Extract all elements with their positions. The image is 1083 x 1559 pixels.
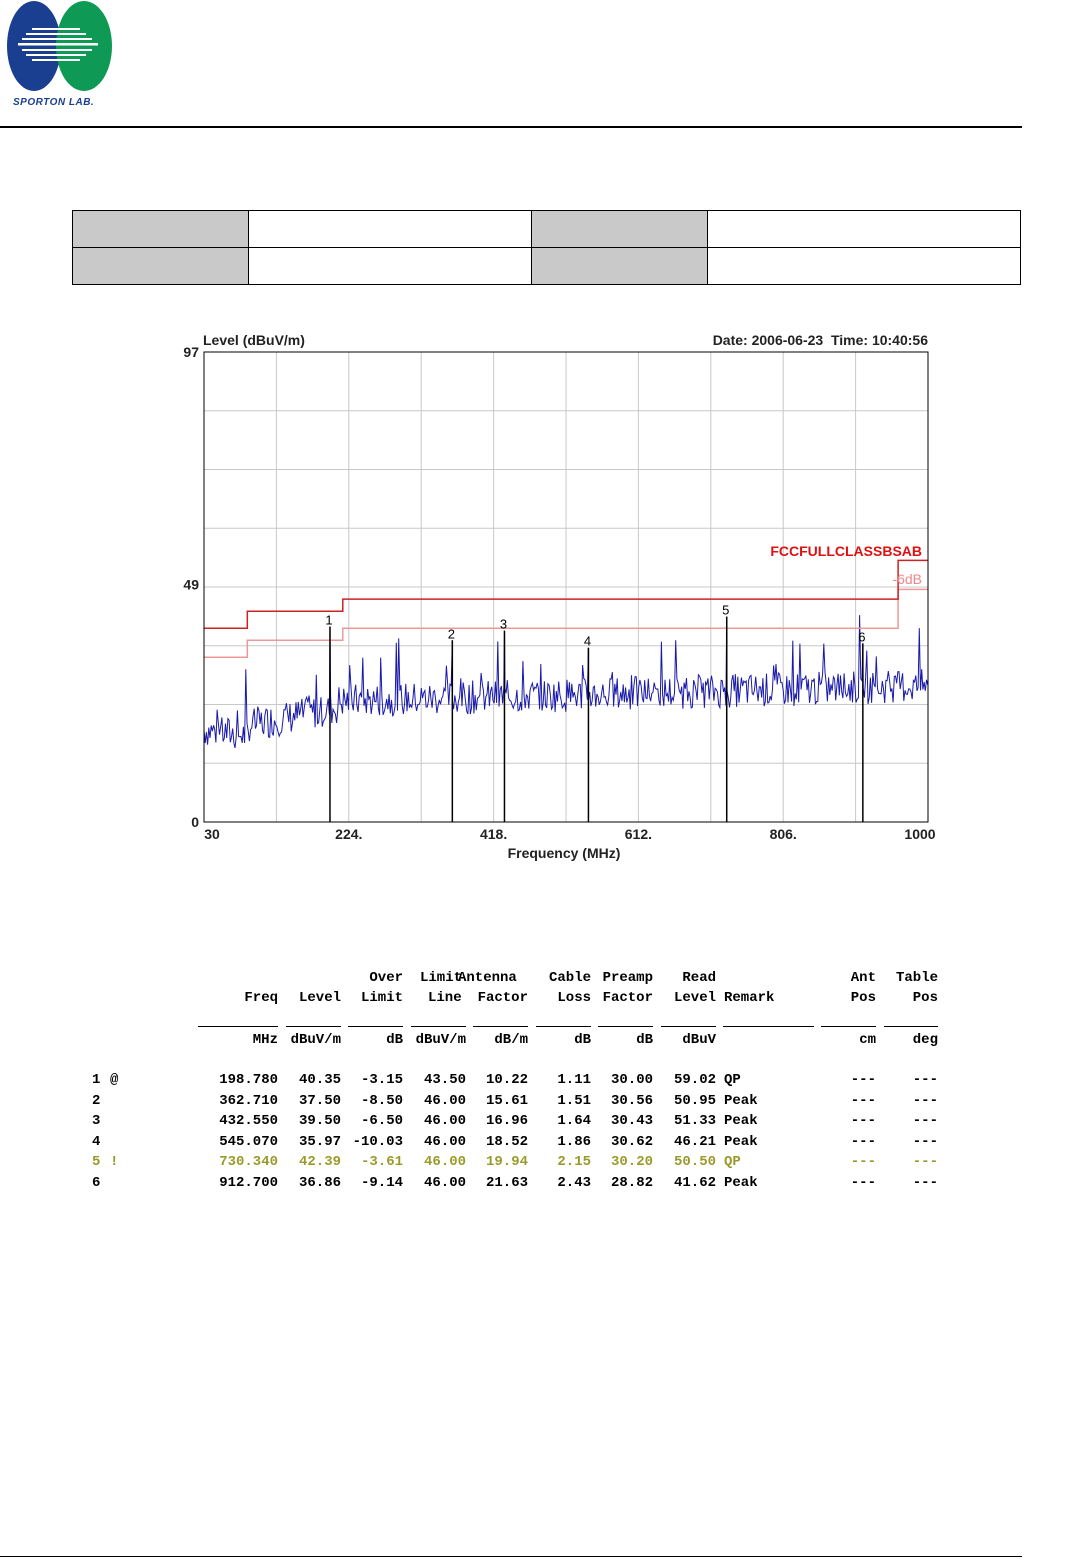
table-cell: 30.20: [610, 1154, 653, 1170]
unit-label: dBuV/m: [415, 1032, 466, 1048]
marker-label: 5: [722, 602, 730, 618]
unit-label: cm: [859, 1032, 876, 1048]
marker-label: 3: [499, 616, 508, 632]
marker-label: 2: [447, 626, 455, 642]
sporton-logo-icon: [4, 0, 112, 112]
table-cell: 40.35: [298, 1072, 341, 1088]
info-value-cell: [249, 248, 532, 285]
table-cell: -3.15: [360, 1072, 403, 1088]
header-divider: [0, 126, 1022, 128]
row-flag: !: [110, 1154, 119, 1170]
table-cell: 730.340: [219, 1154, 278, 1170]
column-header: Table: [895, 970, 938, 986]
marker-label: 4: [583, 633, 592, 649]
table-row: [73, 248, 1021, 285]
table-cell: 35.97: [298, 1133, 341, 1150]
table-cell: 39.50: [298, 1113, 341, 1129]
unit-label: dBuV/m: [290, 1032, 341, 1048]
info-label-cell: [73, 248, 249, 285]
table-cell: -10.03: [352, 1133, 403, 1150]
marker-label: 1: [325, 612, 333, 628]
table-cell: 30.62: [610, 1133, 653, 1150]
unit-label: dB/m: [494, 1032, 528, 1048]
y-tick-label: 97: [183, 344, 199, 360]
table-cell: 43.50: [423, 1072, 466, 1088]
table-cell: -8.50: [360, 1092, 403, 1109]
table-cell: 41.62: [673, 1174, 716, 1191]
limit-line-label: FCCFULLCLASSBSAB: [770, 543, 922, 559]
column-header: Read: [682, 970, 716, 986]
unit-label: dB: [636, 1032, 653, 1048]
x-axis-label: Frequency (MHz): [507, 845, 621, 861]
row-number: 2: [92, 1092, 101, 1109]
unit-label: MHz: [252, 1032, 278, 1048]
remark-cell: Peak: [724, 1092, 758, 1109]
column-underline: [411, 1026, 466, 1027]
emission-chart: [160, 326, 950, 871]
margin-line-label: -6dB: [892, 571, 922, 587]
table-cell: 46.00: [423, 1154, 466, 1170]
row-number: 1: [92, 1072, 101, 1088]
table-cell: 50.95: [673, 1092, 716, 1109]
y-axis-label: Level (dBuV/m): [203, 332, 305, 348]
info-value-cell: [708, 211, 1021, 248]
table-cell: 198.780: [219, 1072, 278, 1088]
column-header: Ant: [850, 970, 876, 986]
table-cell: 545.070: [219, 1133, 278, 1150]
table-cell: 50.50: [673, 1154, 716, 1170]
table-cell: 30.56: [610, 1092, 653, 1109]
table-cell: 10.22: [485, 1072, 528, 1088]
table-cell: 46.00: [423, 1174, 466, 1191]
table-cell: 362.710: [219, 1092, 278, 1109]
column-header: Over: [369, 970, 403, 986]
info-label-cell: [532, 211, 708, 248]
table-cell: 46.21: [673, 1133, 716, 1150]
table-cell: 46.00: [423, 1113, 466, 1129]
x-tick-label: 806.: [769, 826, 797, 842]
info-value-cell: [249, 211, 532, 248]
column-header: Loss: [557, 990, 591, 1006]
column-header: Pos: [850, 990, 876, 1006]
remark-cell: Peak: [724, 1113, 758, 1129]
column-header: Factor: [602, 990, 653, 1006]
column-underline: [821, 1026, 876, 1027]
table-cell: 16.96: [485, 1113, 528, 1129]
x-tick-label: 418.: [479, 826, 508, 842]
table-cell: 30.00: [610, 1072, 653, 1088]
table-cell: 432.550: [219, 1113, 278, 1129]
row-number: 4: [92, 1133, 101, 1150]
table-cell: ---: [912, 1154, 938, 1170]
table-cell: ---: [850, 1174, 876, 1191]
info-label-cell: [532, 248, 708, 285]
table-cell: 1.11: [557, 1072, 591, 1088]
marker-label: 6: [858, 629, 866, 645]
table-cell: ---: [850, 1092, 876, 1109]
table-cell: 51.33: [673, 1113, 716, 1129]
table-cell: 30.43: [610, 1113, 653, 1129]
column-header: Preamp: [602, 970, 653, 986]
column-header: Limit: [420, 970, 463, 986]
table-cell: 2.15: [557, 1154, 591, 1170]
row-number: 3: [92, 1113, 101, 1129]
table-cell: 21.63: [485, 1174, 528, 1191]
column-underline: [536, 1026, 591, 1027]
column-underline: [723, 1026, 814, 1027]
column-header: Line: [428, 990, 462, 1006]
unit-label: dB: [386, 1032, 403, 1048]
x-tick-label: 1000: [904, 826, 936, 842]
table-cell: ---: [912, 1133, 938, 1150]
table-row: [73, 211, 1021, 248]
remark-cell: Peak: [724, 1174, 758, 1191]
unit-label: dB: [574, 1032, 591, 1048]
table-cell: 36.86: [298, 1174, 341, 1191]
column-underline: [348, 1026, 403, 1027]
info-value-cell: [708, 248, 1021, 285]
column-header: Remark: [724, 990, 775, 1006]
table-cell: ---: [912, 1072, 938, 1088]
table-cell: 912.700: [219, 1174, 278, 1191]
row-number: 5: [92, 1154, 101, 1170]
column-header: Level: [673, 990, 716, 1006]
table-cell: ---: [912, 1092, 938, 1109]
logo-text: SPORTON LAB.: [13, 97, 95, 108]
column-header: Freq: [244, 990, 278, 1006]
column-header: Antenna: [458, 970, 517, 986]
table-cell: ---: [912, 1174, 938, 1191]
column-header: Pos: [912, 990, 938, 1006]
x-tick-label: 30: [204, 826, 220, 842]
table-cell: -6.50: [360, 1113, 403, 1129]
y-tick-label: 0: [191, 814, 199, 830]
column-underline: [884, 1026, 938, 1027]
y-tick-label: 49: [183, 576, 199, 593]
row-number: 6: [92, 1174, 101, 1191]
column-header: Factor: [477, 990, 528, 1006]
x-tick-label: 224.: [335, 826, 363, 842]
column-underline: [661, 1026, 716, 1027]
column-header: Level: [298, 990, 341, 1006]
column-underline: [286, 1026, 341, 1027]
table-cell: -3.61: [360, 1154, 403, 1170]
remark-cell: QP: [724, 1072, 741, 1088]
table-cell: 1.86: [557, 1133, 591, 1150]
table-cell: 1.51: [557, 1092, 591, 1109]
footer-divider: [0, 1556, 1022, 1557]
remark-cell: QP: [724, 1154, 741, 1170]
table-cell: 2.43: [557, 1174, 591, 1191]
info-label-cell: [73, 211, 249, 248]
table-cell: ---: [850, 1113, 876, 1129]
column-underline: [598, 1026, 653, 1027]
test-info-table: [72, 210, 1021, 285]
remark-cell: Peak: [724, 1133, 758, 1150]
column-header: Limit: [360, 990, 403, 1006]
unit-label: dBuV: [682, 1032, 716, 1048]
column-underline: [473, 1026, 528, 1027]
table-cell: 15.61: [485, 1092, 528, 1109]
unit-label: deg: [912, 1032, 938, 1048]
table-cell: 18.52: [485, 1133, 528, 1150]
chart-date-time: Date: 2006-06-23 Time: 10:40:56: [712, 332, 928, 348]
table-cell: 59.02: [673, 1072, 716, 1088]
table-cell: 46.00: [423, 1092, 466, 1109]
table-cell: ---: [850, 1133, 876, 1150]
column-underline: [198, 1026, 278, 1027]
table-cell: 46.00: [423, 1133, 466, 1150]
table-cell: 19.94: [485, 1154, 528, 1170]
table-cell: 42.39: [298, 1154, 341, 1170]
table-cell: 37.50: [298, 1092, 341, 1109]
table-cell: ---: [912, 1113, 938, 1129]
table-cell: ---: [850, 1072, 876, 1088]
x-tick-label: 612.: [624, 826, 653, 842]
row-flag: @: [110, 1072, 119, 1088]
table-cell: 1.64: [557, 1113, 591, 1129]
table-cell: -9.14: [360, 1174, 403, 1191]
table-cell: ---: [850, 1154, 876, 1170]
table-cell: 28.82: [610, 1174, 653, 1191]
column-header: Cable: [548, 970, 591, 986]
